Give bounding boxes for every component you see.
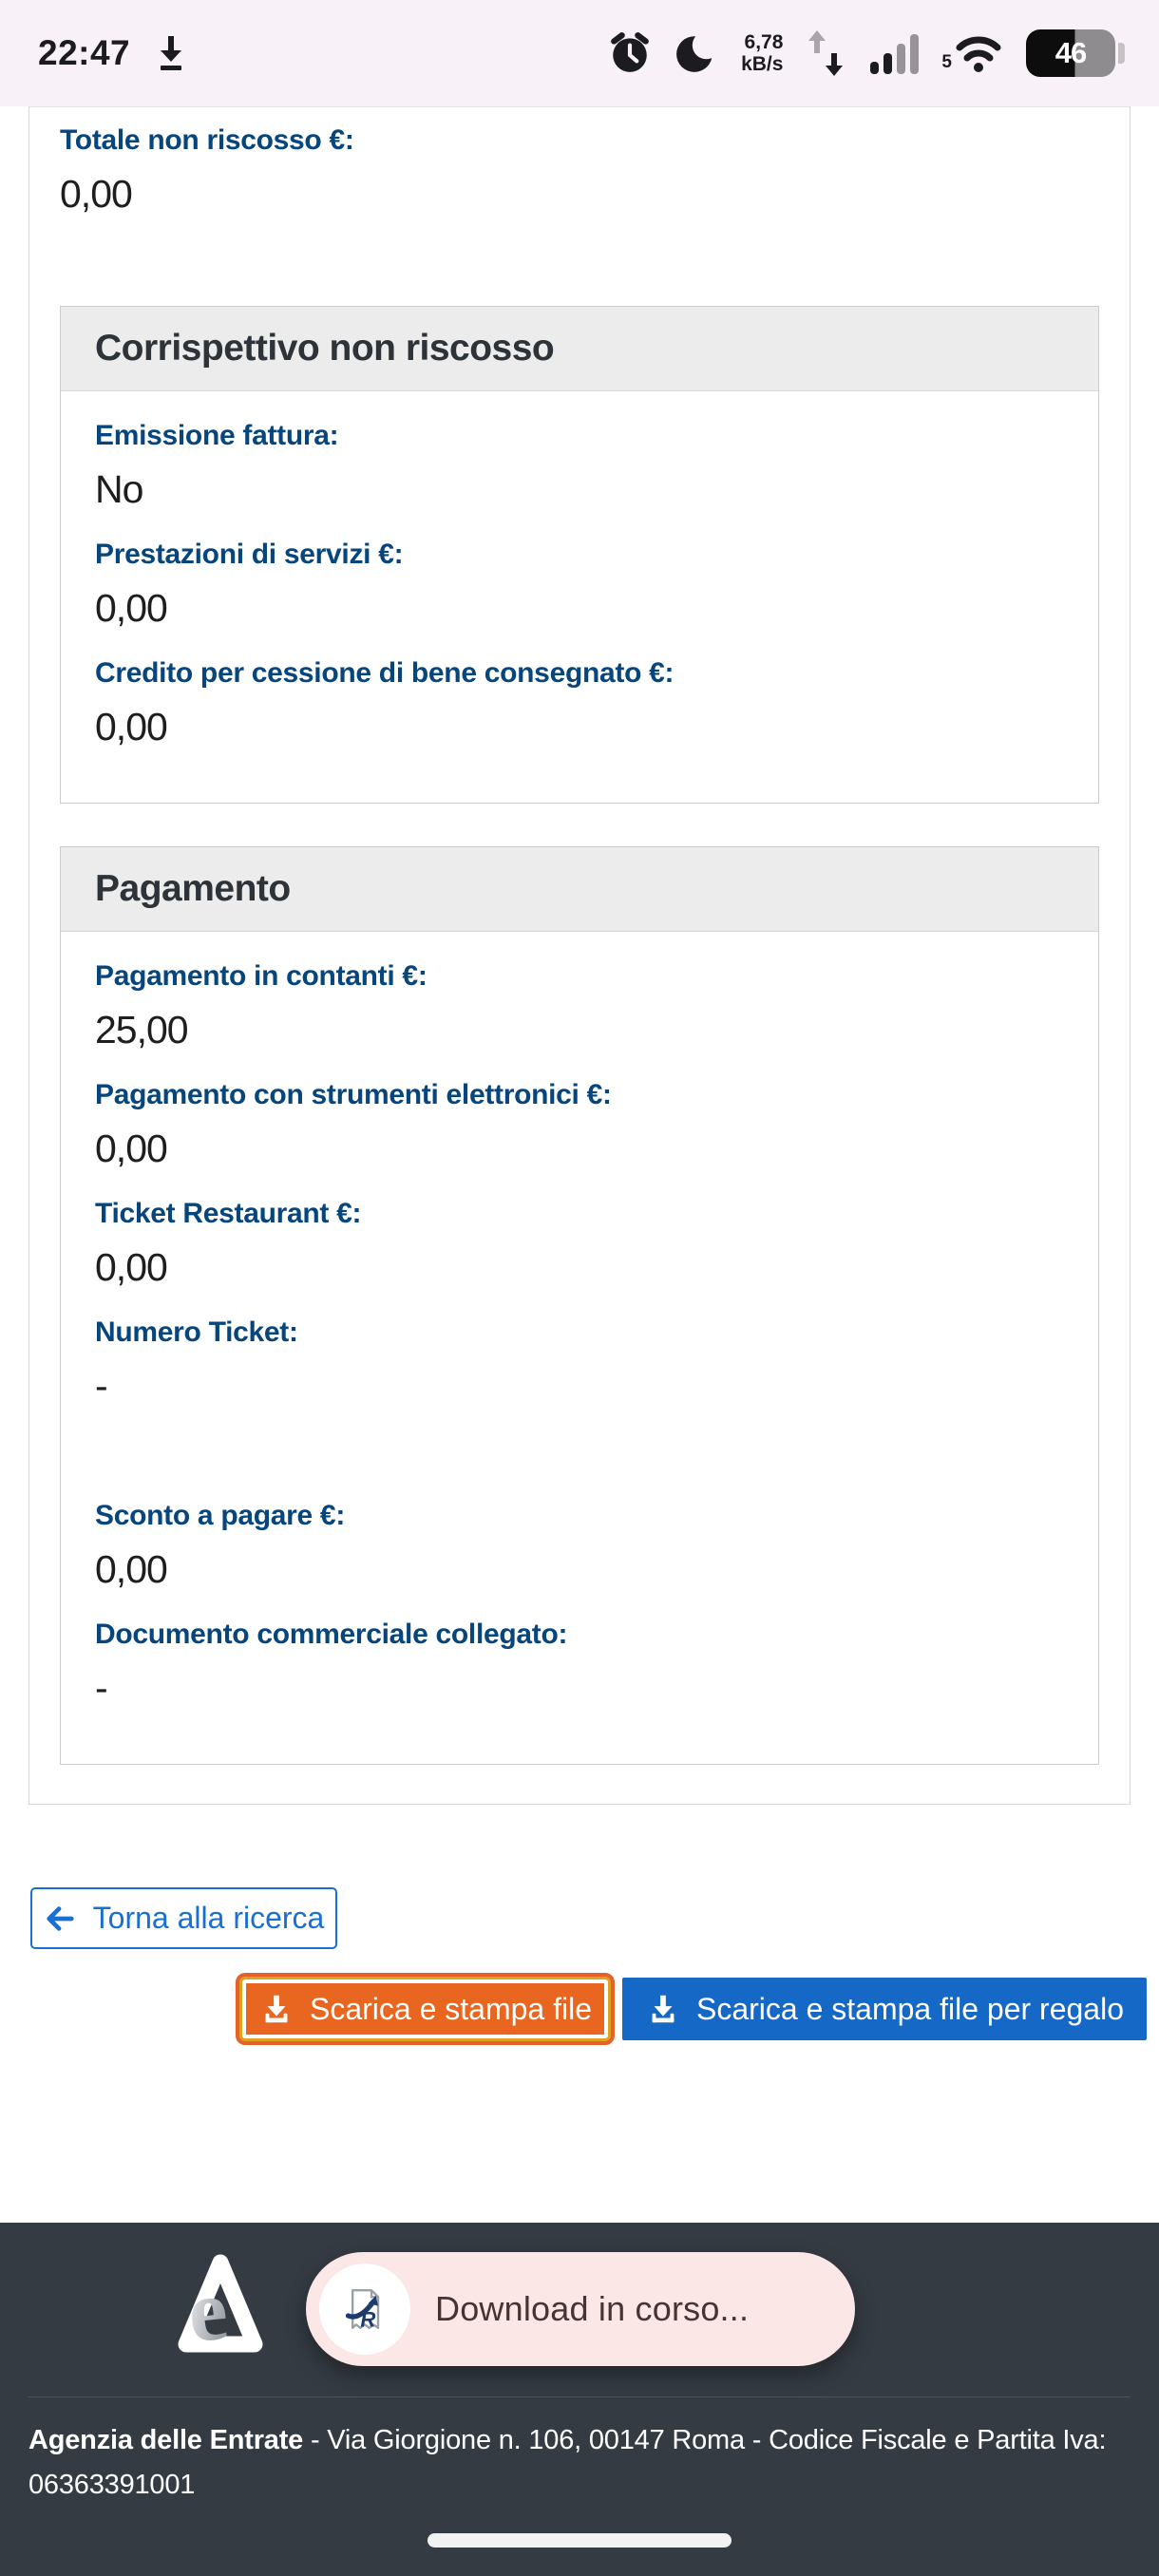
field-label: Pagamento in contanti €: bbox=[95, 960, 428, 992]
field-value: 0,00 bbox=[95, 1127, 167, 1170]
toast-label: Download in corso... bbox=[435, 2289, 750, 2328]
actions-area bbox=[0, 1805, 1159, 2223]
field-value: 0,00 bbox=[95, 705, 167, 748]
footer-address-rest: - Via Giorgione n. 106, 00147 Roma - Codice Fiscale e Partita Iva: bbox=[303, 2425, 1107, 2455]
alarm-icon bbox=[608, 31, 652, 75]
field-value: 0,00 bbox=[95, 586, 167, 630]
panel-title: Pagamento bbox=[95, 868, 291, 909]
field-value: No bbox=[95, 467, 143, 511]
field-label: Prestazioni di servizi €: bbox=[95, 539, 404, 570]
agenzia-entrate-logo bbox=[169, 2251, 272, 2367]
download-icon bbox=[645, 1991, 681, 2027]
field-label: Numero Ticket: bbox=[95, 1316, 298, 1348]
download-status-icon bbox=[155, 34, 187, 72]
wifi-generation-label: 5 bbox=[941, 52, 952, 72]
footer-divider bbox=[28, 2396, 1130, 2397]
signal-bars-icon bbox=[870, 32, 919, 74]
panel-body bbox=[61, 391, 1098, 803]
panel-pagamento bbox=[60, 846, 1099, 1765]
field-label: Ticket Restaurant €: bbox=[95, 1198, 362, 1229]
footer bbox=[0, 2223, 1159, 2576]
battery-icon bbox=[1026, 29, 1125, 77]
field-label: Totale non riscosso €: bbox=[60, 124, 354, 156]
svg-text:e: e bbox=[182, 2260, 233, 2361]
download-print-gift-label: Scarica e stampa file per regalo bbox=[696, 1991, 1124, 2026]
panel-corrispettivo-non-riscosso bbox=[60, 306, 1099, 804]
panel-header bbox=[61, 307, 1098, 391]
field-value: - bbox=[95, 1364, 107, 1408]
traffic-arrows-icon bbox=[806, 27, 847, 80]
moon-icon bbox=[674, 31, 718, 75]
document-detail-card bbox=[28, 106, 1130, 1805]
clock: 22:47 bbox=[38, 33, 131, 72]
field-value: - bbox=[95, 1666, 107, 1710]
field-value: 0,00 bbox=[95, 1547, 167, 1591]
panel-body bbox=[61, 932, 1098, 1764]
back-button-label: Torna alla ricerca bbox=[92, 1901, 325, 1935]
footer-address bbox=[28, 2418, 1130, 2508]
download-print-gift-button[interactable] bbox=[622, 1978, 1147, 2040]
field-value: 0,00 bbox=[60, 172, 132, 216]
panel-title: Corrispettivo non riscosso bbox=[95, 328, 555, 369]
download-print-label: Scarica e stampa file bbox=[309, 1991, 592, 2026]
back-arrow-icon bbox=[44, 1903, 76, 1935]
field-label: Documento commerciale collegato: bbox=[95, 1619, 568, 1650]
network-speed: 6,78 kB/s bbox=[741, 31, 784, 75]
download-icon bbox=[258, 1991, 294, 2027]
footer-org-name: Agenzia delle Entrate bbox=[28, 2425, 304, 2455]
receipt-icon bbox=[319, 2263, 410, 2355]
download-print-button[interactable] bbox=[236, 1973, 615, 2045]
wifi-icon bbox=[941, 32, 1003, 74]
field-label: Pagamento con strumenti elettronici €: bbox=[95, 1079, 612, 1110]
panel-header bbox=[61, 847, 1098, 932]
svg-text:R: R bbox=[360, 2307, 376, 2332]
gesture-handle[interactable] bbox=[428, 2533, 732, 2548]
field-value: 25,00 bbox=[95, 1008, 188, 1051]
field-label: Sconto a pagare €: bbox=[95, 1500, 346, 1531]
status-bar bbox=[0, 0, 1159, 106]
field-label: Emissione fattura: bbox=[95, 420, 339, 451]
field-value: 0,00 bbox=[95, 1245, 167, 1289]
download-toast[interactable] bbox=[306, 2252, 855, 2366]
footer-vat-number: 06363391001 bbox=[28, 2470, 196, 2500]
back-to-search-button[interactable] bbox=[30, 1887, 337, 1949]
summary-field bbox=[60, 119, 1099, 217]
battery-percent: 46 bbox=[1054, 36, 1087, 69]
field-label: Credito per cessione di bene consegnato €: bbox=[95, 657, 674, 689]
